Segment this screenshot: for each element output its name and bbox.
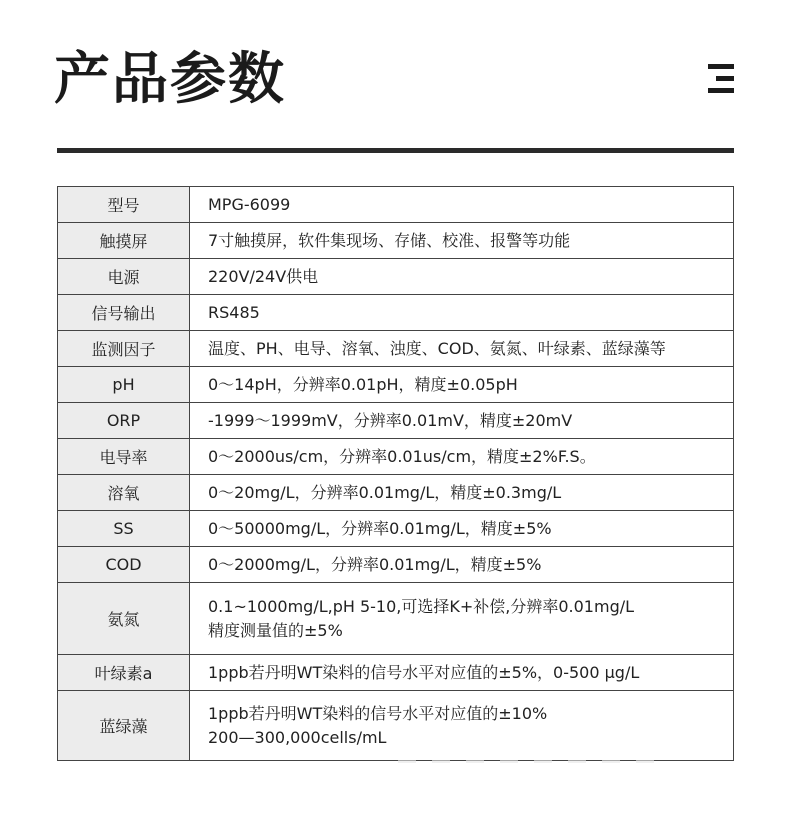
spec-value-line: 精度测量值的±5% — [208, 620, 343, 640]
menu-bar-bottom — [708, 88, 734, 93]
spec-value — [190, 439, 734, 475]
spec-value-line: 0～20mg/L，分辨率0.01mg/L，精度±0.3mg/L — [208, 482, 562, 502]
title-divider — [57, 148, 734, 153]
spec-value-line: 温度、PH、电导、溶氧、浊度、COD、氨氮、叶绿素、蓝绿藻等 — [208, 338, 666, 358]
spec-value-line: MPG-6099 — [208, 194, 291, 214]
spec-value — [190, 295, 734, 331]
spec-row-dissolved-oxygen — [58, 475, 734, 511]
spec-table — [57, 186, 734, 761]
spec-label: 监测因子 — [58, 331, 190, 367]
spec-value-line: 0～50000mg/L，分辨率0.01mg/L，精度±5% — [208, 518, 552, 538]
spec-row-touchscreen — [58, 223, 734, 259]
spec-label: 氨氮 — [58, 583, 190, 655]
spec-row-monitoring-factors — [58, 331, 734, 367]
spec-label: 触摸屏 — [58, 223, 190, 259]
spec-value-line: 220V/24V供电 — [208, 266, 319, 286]
page-title: 产品参数 — [54, 47, 286, 112]
spec-value — [190, 655, 734, 691]
menu-bar-middle — [716, 76, 734, 81]
spec-label: pH — [58, 367, 190, 403]
spec-label: 电导率 — [58, 439, 190, 475]
spec-row-model — [58, 187, 734, 223]
spec-row-signal-output — [58, 295, 734, 331]
faint-watermark — [398, 760, 658, 763]
spec-value — [190, 547, 734, 583]
spec-label: 电源 — [58, 259, 190, 295]
spec-label: COD — [58, 547, 190, 583]
spec-value-line: RS485 — [208, 302, 260, 322]
menu-bar-top — [708, 64, 734, 69]
spec-value-line: -1999～1999mV，分辨率0.01mV，精度±20mV — [208, 410, 573, 430]
spec-value — [190, 331, 734, 367]
spec-value — [190, 511, 734, 547]
spec-value-line: 0～2000us/cm，分辨率0.01us/cm，精度±2%F.S。 — [208, 446, 596, 466]
spec-label: 型号 — [58, 187, 190, 223]
spec-row-orp — [58, 403, 734, 439]
spec-row-conductivity — [58, 439, 734, 475]
spec-value-line: 1ppb若丹明WT染料的信号水平对应值的±5%，0-500 μg/L — [208, 662, 640, 682]
spec-row-blue-green-algae — [58, 691, 734, 761]
spec-value-line: 0.1~1000mg/L,pH 5-10,可选择K+补偿,分辨率0.01mg/L — [208, 596, 635, 616]
spec-value-line: 1ppb若丹明WT染料的信号水平对应值的±10% — [208, 703, 548, 723]
spec-value — [190, 691, 734, 761]
spec-label: 蓝绿藻 — [58, 691, 190, 761]
spec-label: 信号输出 — [58, 295, 190, 331]
spec-label: 叶绿素a — [58, 655, 190, 691]
spec-label: ORP — [58, 403, 190, 439]
hamburger-menu-icon[interactable] — [708, 64, 734, 96]
spec-value — [190, 367, 734, 403]
spec-value — [190, 475, 734, 511]
spec-value-line: 0～2000mg/L，分辨率0.01mg/L，精度±5% — [208, 554, 542, 574]
spec-label: SS — [58, 511, 190, 547]
spec-value — [190, 259, 734, 295]
spec-row-cod — [58, 547, 734, 583]
spec-value — [190, 223, 734, 259]
spec-value-line: 200—300,000cells/mL — [208, 727, 387, 747]
spec-row-power — [58, 259, 734, 295]
spec-label: 溶氧 — [58, 475, 190, 511]
spec-row-ph — [58, 367, 734, 403]
spec-value — [190, 583, 734, 655]
spec-row-chlorophyll-a — [58, 655, 734, 691]
spec-row-ss — [58, 511, 734, 547]
spec-value-line: 0～14pH，分辨率0.01pH，精度±0.05pH — [208, 374, 518, 394]
spec-value-line: 7寸触摸屏，软件集现场、存储、校准、报警等功能 — [208, 230, 571, 250]
spec-row-ammonia-nitrogen — [58, 583, 734, 655]
spec-value — [190, 403, 734, 439]
spec-value — [190, 187, 734, 223]
